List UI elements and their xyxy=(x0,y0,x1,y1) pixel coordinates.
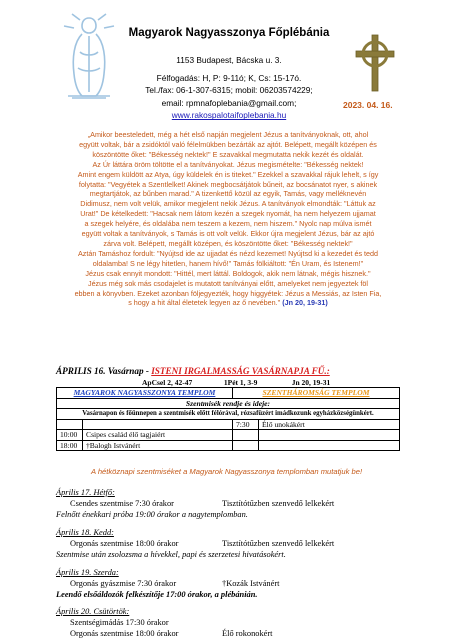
bulletin-date: 2023. 04. 16. xyxy=(343,100,393,110)
table-row xyxy=(57,419,400,430)
weekday-note: Leendő elsőáldozók felkészítője 17:00 órakor, a plébánián. xyxy=(56,590,258,600)
parish-contact-block xyxy=(124,54,334,122)
mass-time: 18:00 xyxy=(57,440,83,451)
weekday-note: Felnőtt énekkari próba 19:00 órakor a nagytemplomban. xyxy=(56,510,248,520)
mass-time: 7:30 xyxy=(233,419,259,430)
parish-header xyxy=(0,0,453,122)
weekday-intention: Tisztítótűzben szenvedő lelkekért xyxy=(222,539,335,549)
gospel-line: oldalamba! S ne légy hitetlen, hanem hívő!" Tamás fölkiáltott: "Én Uram, és Istenem!" xyxy=(92,258,364,268)
table-row xyxy=(57,440,400,451)
weekday-date: Április 20. Csütörtök: xyxy=(56,607,130,616)
office-hours: Félfogadás: H, P: 9-11ó; K, Cs: 15-17ó. xyxy=(156,72,302,83)
mass-time xyxy=(233,430,259,441)
mass-intention xyxy=(83,419,233,430)
gospel-reference: (Jn 20, 19-31) xyxy=(282,298,328,308)
weekday-mass: Orgonás szentmise 18:00 órakor xyxy=(70,629,179,639)
gospel-last-line: s hogy a hit által életetek legyen az ő nevében." (Jn 20, 19-31) xyxy=(128,298,328,308)
gospel-line: köszöntötte őket: "Békesség nektek!" E szavakkal megmutatta nekik kezét és oldalát. xyxy=(92,149,364,159)
rosary-note: Vasárnapon és főünnepen a szentmisék előtt félórával, rózsafüzért imádkozunk egyházközségünkért. xyxy=(57,409,400,420)
gospel-line: Aztán Tamáshoz fordult: "Nyújtsd ide az ujjadat és nézd kezemet! Nyújtsd ki a kezedet és tedd xyxy=(77,248,379,258)
mass-intention: Csipes család élő tagjaiért xyxy=(83,430,233,441)
gospel-line: megtartjátok, az bűnben marad." A tizenkettő közül az egyik, Tamás, vagy melléknevén xyxy=(89,189,367,199)
schedule-section-title: Szentmisék rendje és ideje: xyxy=(57,398,400,409)
gospel-line: együtt voltak a tanítványok, s Tamás is ott volt velük. Ekkor újra megjelent Jézus, bár az ajtó xyxy=(81,229,375,239)
gospel-line: a szegek helyére, és oldalába nem teszem a kezem, nem hiszem." Nyolc nap múlva ismét xyxy=(84,219,372,229)
gospel-line: „Amikor beesteledett, még a hét első napján megjelent Jézus a tanítványoknak, ott, ahol xyxy=(87,130,369,139)
reading-1: ApCsel 2, 42-47 xyxy=(142,378,193,387)
parish-address: 1153 Budapest, Bácska u. 3. xyxy=(176,55,282,65)
gospel-line: Amint engem küldött az Atya, úgy küldelek én is titeket." Ezekkel a szavakkal rájuk lehelt, s így xyxy=(77,169,379,179)
church-szt-header: SZENTHÁROMSÁG TEMPLOM xyxy=(233,388,400,399)
weekday-intention: Tisztítótűzben szenvedő lelkekért xyxy=(222,499,335,509)
mass-time: 10:00 xyxy=(57,430,83,441)
weekday-mass: Csendes szentmise 7:30 órakor xyxy=(70,499,174,509)
weekday-date: Április 17. Hétfő: xyxy=(56,488,115,497)
gospel-line: Didimusz, nem volt velük, amikor megjelent nekik Jézus. A tanítványok elmondták: "Láttuk az xyxy=(80,199,376,209)
mass-time xyxy=(57,419,83,430)
gospel-line: folytatta: "Vegyétek a Szentlelket! Akinek megbocsátjátok bűneit, az bocsánatot nyer, s akinek xyxy=(78,179,378,189)
mass-time xyxy=(233,440,259,451)
table-row xyxy=(57,430,400,441)
sunday-title xyxy=(56,366,330,376)
mass-intention xyxy=(259,440,400,451)
weekday-masses-note: A hétköznapi szentmiséket a Magyarok Nagyasszonya templomban mutatjuk be! xyxy=(90,467,363,476)
celtic-cross-icon xyxy=(352,33,398,93)
phone-numbers[interactable]: Tel./fax: 06-1-307-6315; mobil: 06203574229; xyxy=(145,85,313,96)
email-address[interactable]: email: rpmnafoplebania@gmail.com; xyxy=(161,97,297,108)
reading-3: Jn 20, 19-31 xyxy=(291,378,331,387)
mass-intention: Élő unokákért xyxy=(259,419,400,430)
gospel-line: ebben a könyvben. Ezeket azonban följegyezték, hogy higgyétek: Jézus a Messiás, az Isten Fia, xyxy=(74,288,382,298)
gospel-line: együtt voltak, bár a zsidóktól való félelmükben bezárták az ajtót. Belépett, megállt középen és xyxy=(79,139,377,149)
weekday-note: Szentmise után zsolozsma a hívekkel, papi és szerzetesi hivatásokért. xyxy=(56,550,286,560)
sunday-feast: ISTENI IRGALMASSÁG VASÁRNAPJA FŰ.: xyxy=(151,366,330,376)
weekday-mass: Orgonás szentmise 18:00 órakor xyxy=(70,539,179,549)
gospel-line: zárva volt. Belépett, megállt középen, és köszöntötte őket: "Békesség nektek!" xyxy=(103,238,353,248)
sunday-readings xyxy=(142,378,330,387)
gospel-line: Jézus még sok más csodajelet is mutatott tanítványai előtt, amelyeket nem jegyeztek föl xyxy=(87,278,369,288)
mass-intention xyxy=(259,430,400,441)
weekday-date: Április 19. Szerda: xyxy=(56,568,119,577)
gospel-line: Urat!" De kételkedett: "Hacsak nem látom kezén a szegek nyomát, ha nem helyezem ujjamat xyxy=(80,209,376,219)
weekday-intention: †Kozák Istvánért xyxy=(222,579,280,589)
mass-schedule-table xyxy=(56,387,400,451)
virgin-mary-statue-icon xyxy=(60,12,118,100)
gospel-line: Az Úr láttára öröm töltötte el a tanítványokat. Jézus megismételte: "Békesség nektek! xyxy=(92,159,364,169)
gospel-line: Jézus csak ennyit mondott: "Hittél, mert láttál. Boldogok, akik nem látnak, mégis hisznek." xyxy=(85,268,371,278)
parish-title: Magyarok Nagyasszonya Főplébánia xyxy=(128,27,330,39)
gospel-text xyxy=(52,130,404,308)
sunday-day-label: ÁPRILIS 16. Vasárnap - xyxy=(56,366,152,376)
reading-2: 1Pét 1, 3-9 xyxy=(223,378,258,387)
weekday-intention: Élő rokonokért xyxy=(222,629,273,639)
weekday-date: Április 18. Kedd: xyxy=(56,528,114,537)
church-mnt-header: MAGYAROK NAGYASSZONYA TEMPLOM xyxy=(57,388,233,399)
website-link[interactable]: www.rakospalotaifoplebania.hu xyxy=(171,110,287,121)
weekday-mass: Orgonás gyászmise 7:30 órakor xyxy=(70,579,177,589)
weekday-mass: Szentségimádás 17:30 órakor xyxy=(70,618,169,628)
mass-intention: †Balogh Istvánért xyxy=(83,440,233,451)
